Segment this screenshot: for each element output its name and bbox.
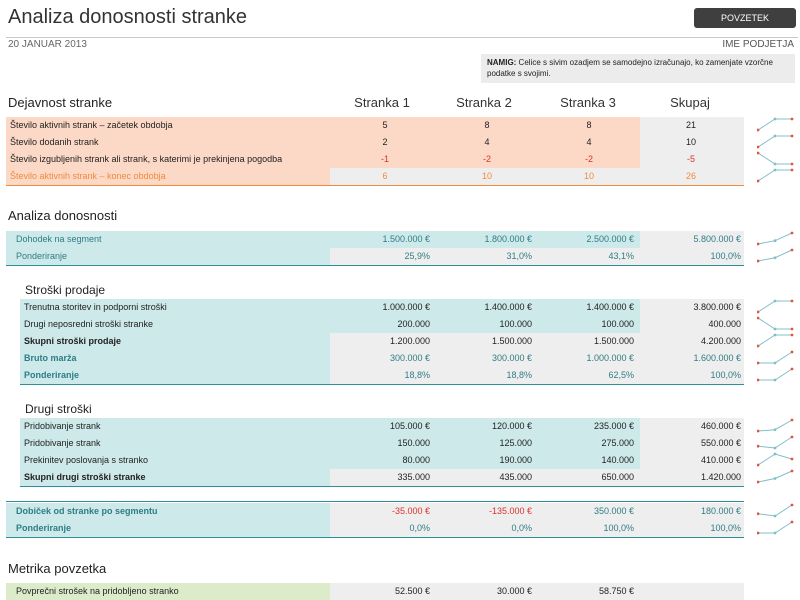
sparkline-point xyxy=(791,470,794,473)
cell: 650.000 xyxy=(601,472,634,482)
column-header-client-3: Stranka 3 xyxy=(560,95,616,110)
sparkline-point xyxy=(774,428,777,431)
cell: 30.000 € xyxy=(496,586,532,596)
cell-total: 10 xyxy=(685,137,696,147)
cell[interactable]: 8 xyxy=(586,120,592,130)
cell: 435.000 xyxy=(499,472,532,482)
cell-total: 100,0% xyxy=(710,523,741,533)
other-row-total xyxy=(20,469,744,486)
row-label: Število dodanih strank xyxy=(10,137,99,147)
sparkline-point xyxy=(774,163,777,166)
row-label: Ponderiranje xyxy=(16,251,68,261)
row-label: Bruto marža xyxy=(24,353,77,363)
sparkline-point xyxy=(774,328,777,331)
row-label: Drugi neposredni stroški stranke xyxy=(24,319,154,329)
metrics-row-avg-cost xyxy=(6,583,744,600)
sparkline-point xyxy=(791,504,794,507)
cell[interactable]: 100.000 xyxy=(499,319,532,329)
sparkline-sales_costs-0 xyxy=(757,299,795,316)
sparkline-point xyxy=(774,256,777,259)
other-row-acquisition-2 xyxy=(20,435,744,452)
sparkline-segment_profit-1 xyxy=(757,520,795,537)
page-title: Analiza donosnosti stranke xyxy=(8,6,248,28)
sparkline-other_costs-2 xyxy=(757,452,795,469)
sparkline-line xyxy=(758,352,792,363)
sparkline-line xyxy=(758,153,792,164)
sparkline-profit-0 xyxy=(757,231,795,248)
other-row-termination xyxy=(20,452,744,469)
section-title-sales-costs: Stroški prodaje xyxy=(25,283,106,297)
row-label: Skupni drugi stroški stranke xyxy=(24,472,146,482)
column-header-client-1: Stranka 1 xyxy=(354,95,410,110)
hint-text: Celice s sivim ozadjem se samodejno izračunajo, ko zamenjate vzorčne podatke s svojimi. xyxy=(487,58,773,78)
cell[interactable]: 1.400.000 € xyxy=(484,302,532,312)
cell[interactable]: 80.000 xyxy=(402,455,430,465)
sparkline-point xyxy=(774,300,777,303)
sparkline-line xyxy=(758,335,792,346)
sparkline-point xyxy=(791,249,794,252)
cell: 6 xyxy=(382,171,388,181)
report-date[interactable]: 20 JANUAR 2013 xyxy=(8,39,87,50)
row-label: Prekinitev poslovanja s stranko xyxy=(24,455,149,465)
company-name[interactable]: IME PODJETJA xyxy=(722,39,794,50)
cell[interactable]: 1.400.000 € xyxy=(586,302,634,312)
sales-row-gross-margin xyxy=(20,350,744,367)
sparkline-point xyxy=(791,368,794,371)
sparkline-point xyxy=(757,243,759,246)
sparkline-point xyxy=(774,515,777,518)
sales-row-weighting xyxy=(20,367,744,384)
sparkline-line xyxy=(758,505,792,516)
cell: 43,1% xyxy=(608,251,634,261)
cell: 300.000 € xyxy=(389,353,430,363)
sparkline-activity-3 xyxy=(757,168,795,185)
sparkline-line xyxy=(758,250,792,261)
sparkline-point xyxy=(774,379,777,382)
row-label: Trenutna storitev in podporni stroški xyxy=(24,302,167,312)
sales-row-service xyxy=(20,299,744,316)
other-bottom-rule xyxy=(20,486,744,487)
summary-button[interactable]: POVZETEK xyxy=(694,8,796,28)
sparkline-point xyxy=(791,521,794,524)
cell[interactable]: 190.000 xyxy=(499,455,532,465)
cell: 1.200.000 xyxy=(389,336,430,346)
row-label: Dohodek na segment xyxy=(16,234,102,244)
cell-total: 1.420.000 xyxy=(700,472,741,482)
sparkline-point xyxy=(757,532,759,535)
sparkline-other_costs-3 xyxy=(757,469,795,486)
sparkline-line xyxy=(758,170,792,181)
sparkline-point xyxy=(791,458,794,461)
section-title-other-costs: Drugi stroški xyxy=(25,402,92,416)
sparkline-sales_costs-3 xyxy=(757,350,795,367)
activity-row-end xyxy=(6,168,744,185)
sparkline-point xyxy=(791,300,794,303)
sparkline-point xyxy=(774,135,777,138)
row-label: Ponderiranje xyxy=(16,523,72,533)
sparkline-line xyxy=(758,471,792,482)
sparkline-sales_costs-1 xyxy=(757,316,795,333)
sparkline-point xyxy=(774,334,777,337)
cell[interactable]: 140.000 xyxy=(601,455,634,465)
segment-row-profit xyxy=(6,503,744,520)
cell[interactable]: 100.000 xyxy=(601,319,634,329)
cell[interactable]: 275.000 xyxy=(601,438,634,448)
header-divider xyxy=(6,37,798,38)
sparkline-point xyxy=(757,512,759,515)
sparkline-other_costs-0 xyxy=(757,418,795,435)
cell[interactable]: 235.000 € xyxy=(593,421,634,431)
cell: -135.000 € xyxy=(488,506,532,516)
sparkline-line xyxy=(758,233,792,244)
cell: 58.750 € xyxy=(598,586,634,596)
sparkline-line xyxy=(758,119,792,130)
sparkline-line xyxy=(758,136,792,147)
section-title-profitability: Analiza donosnosti xyxy=(8,208,118,223)
cell[interactable]: -2 xyxy=(584,154,593,164)
sparkline-line xyxy=(758,522,792,533)
cell[interactable]: 8 xyxy=(484,120,490,130)
sparkline-point xyxy=(791,232,794,235)
cell-total: 3.800.000 € xyxy=(693,302,741,312)
sparkline-point xyxy=(774,118,777,121)
cell-total: 410.000 € xyxy=(700,455,741,465)
cell[interactable]: 200.000 xyxy=(397,319,430,329)
sparkline-point xyxy=(791,163,794,166)
sparkline-line xyxy=(758,437,792,448)
sparkline-point xyxy=(757,379,759,382)
sparkline-point xyxy=(791,351,794,354)
sales-bottom-rule xyxy=(20,384,744,385)
cell[interactable]: 1.000.000 € xyxy=(382,302,430,312)
sparkline-point xyxy=(757,362,759,365)
row-label: Pridobivanje strank xyxy=(24,438,101,448)
sparkline-point xyxy=(757,260,759,263)
profit-row-revenue xyxy=(6,231,744,248)
column-header-client-2: Stranka 2 xyxy=(456,95,512,110)
cell[interactable]: 1.800.000 € xyxy=(484,234,532,244)
cell[interactable]: 2 xyxy=(382,137,388,147)
cell: 52.500 € xyxy=(394,586,430,596)
row-label: Dobiček od stranke po segmentu xyxy=(16,506,158,516)
sparkline-point xyxy=(774,477,777,480)
cell: 62,5% xyxy=(608,370,634,380)
profit-bottom-rule xyxy=(6,265,744,266)
cell-total: 400.000 xyxy=(708,319,741,329)
row-label: Ponderiranje xyxy=(24,370,80,380)
sparkline-activity-0 xyxy=(757,117,795,134)
cell[interactable]: 2.500.000 € xyxy=(586,234,634,244)
sparkline-profit-1 xyxy=(757,248,795,265)
sales-row-direct xyxy=(20,316,744,333)
profit-row-weighting xyxy=(6,248,744,265)
cell-total: -5 xyxy=(686,154,695,164)
sparkline-line xyxy=(758,318,792,329)
sparkline-other_costs-1 xyxy=(757,435,795,452)
section-title-metrics: Metrika povzetka xyxy=(8,561,107,576)
row-label: Pridobivanje strank xyxy=(24,421,101,431)
cell: 18,8% xyxy=(404,370,430,380)
hint-box xyxy=(481,54,795,83)
cell[interactable]: 1.500.000 € xyxy=(382,234,430,244)
sparkline-point xyxy=(791,328,794,331)
cell-total: 5.800.000 € xyxy=(693,234,741,244)
cell: 1.000.000 € xyxy=(586,353,634,363)
sparkline-point xyxy=(774,362,777,365)
cell[interactable]: 105.000 € xyxy=(389,421,430,431)
sparkline-sales_costs-4 xyxy=(757,367,795,384)
segment-top-rule xyxy=(6,501,744,502)
cell[interactable]: 4 xyxy=(484,137,490,147)
cell: 31,0% xyxy=(506,251,532,261)
sparkline-point xyxy=(774,447,777,450)
sparkline-activity-2 xyxy=(757,151,795,168)
cell: 0,0% xyxy=(409,523,430,533)
sparkline-line xyxy=(758,369,792,380)
sparkline-point xyxy=(774,532,777,535)
row-label: Število aktivnih strank – začetek obdobja xyxy=(10,120,173,130)
cell[interactable]: 120.000 € xyxy=(491,421,532,431)
cell[interactable]: -1 xyxy=(380,154,389,164)
cell: 335.000 xyxy=(397,472,430,482)
cell: 10 xyxy=(583,171,594,181)
row-label: Število aktivnih strank – konec obdobja xyxy=(10,171,166,181)
sparkline-point xyxy=(791,118,794,121)
segment-row-weighting xyxy=(6,520,744,537)
row-label: Število izgubljenih strank ali strank, s katerimi je prekinjena pogodba xyxy=(10,154,283,164)
cell-total: 21 xyxy=(685,120,696,130)
sparkline-point xyxy=(757,445,759,448)
sparkline-sales_costs-2 xyxy=(757,333,795,350)
sparkline-point xyxy=(757,430,759,433)
sparkline-point xyxy=(791,436,794,439)
sparkline-point xyxy=(791,135,794,138)
sparkline-segment_profit-0 xyxy=(757,503,795,520)
cell[interactable]: 4 xyxy=(586,137,592,147)
section-title-activity: Dejavnost stranke xyxy=(8,95,113,110)
row-label: Skupni stroški prodaje xyxy=(24,336,122,346)
sparkline-point xyxy=(791,334,794,337)
cell: 1.500.000 xyxy=(593,336,634,346)
activity-bottom-rule xyxy=(6,185,744,186)
sparkline-point xyxy=(791,419,794,422)
cell: 18,8% xyxy=(506,370,532,380)
other-row-acquisition-1 xyxy=(20,418,744,435)
cell: 100,0% xyxy=(603,523,634,533)
cell-total: 100,0% xyxy=(710,370,741,380)
cell-total: 460.000 € xyxy=(700,421,741,431)
segment-bottom-rule xyxy=(6,537,744,538)
cell: 1.500.000 xyxy=(491,336,532,346)
cell[interactable]: 125.000 xyxy=(499,438,532,448)
column-header-total: Skupaj xyxy=(670,95,710,110)
cell: 0,0% xyxy=(511,523,532,533)
sparkline-point xyxy=(757,481,759,484)
cell[interactable]: 5 xyxy=(382,120,388,130)
hint-label: NAMIG: xyxy=(487,58,517,67)
cell: 350.000 € xyxy=(593,506,634,516)
sparkline-point xyxy=(791,169,794,172)
sparkline-point xyxy=(774,453,777,456)
activity-row-start xyxy=(6,117,744,134)
cell-total: 1.600.000 € xyxy=(693,353,741,363)
sparkline-activity-1 xyxy=(757,134,795,151)
cell-total: 4.200.000 xyxy=(700,336,741,346)
cell-total: 550.000 € xyxy=(700,438,741,448)
cell[interactable]: -2 xyxy=(482,154,491,164)
cell-total: 180.000 € xyxy=(700,506,741,516)
sparkline-line xyxy=(758,454,792,465)
sparkline-point xyxy=(774,239,777,242)
activity-row-added xyxy=(6,134,744,151)
cell: 10 xyxy=(481,171,492,181)
cell: 25,9% xyxy=(404,251,430,261)
activity-row-lost xyxy=(6,151,744,168)
cell: 300.000 € xyxy=(491,353,532,363)
cell: -35.000 € xyxy=(391,506,430,516)
cell-total: 100,0% xyxy=(710,251,741,261)
sparkline-point xyxy=(774,169,777,172)
sparkline-line xyxy=(758,301,792,312)
cell-total: 26 xyxy=(685,171,696,181)
cell[interactable]: 150.000 xyxy=(397,438,430,448)
row-label: Povprečni strošek na pridobljeno stranko xyxy=(16,586,179,596)
sales-row-total xyxy=(20,333,744,350)
